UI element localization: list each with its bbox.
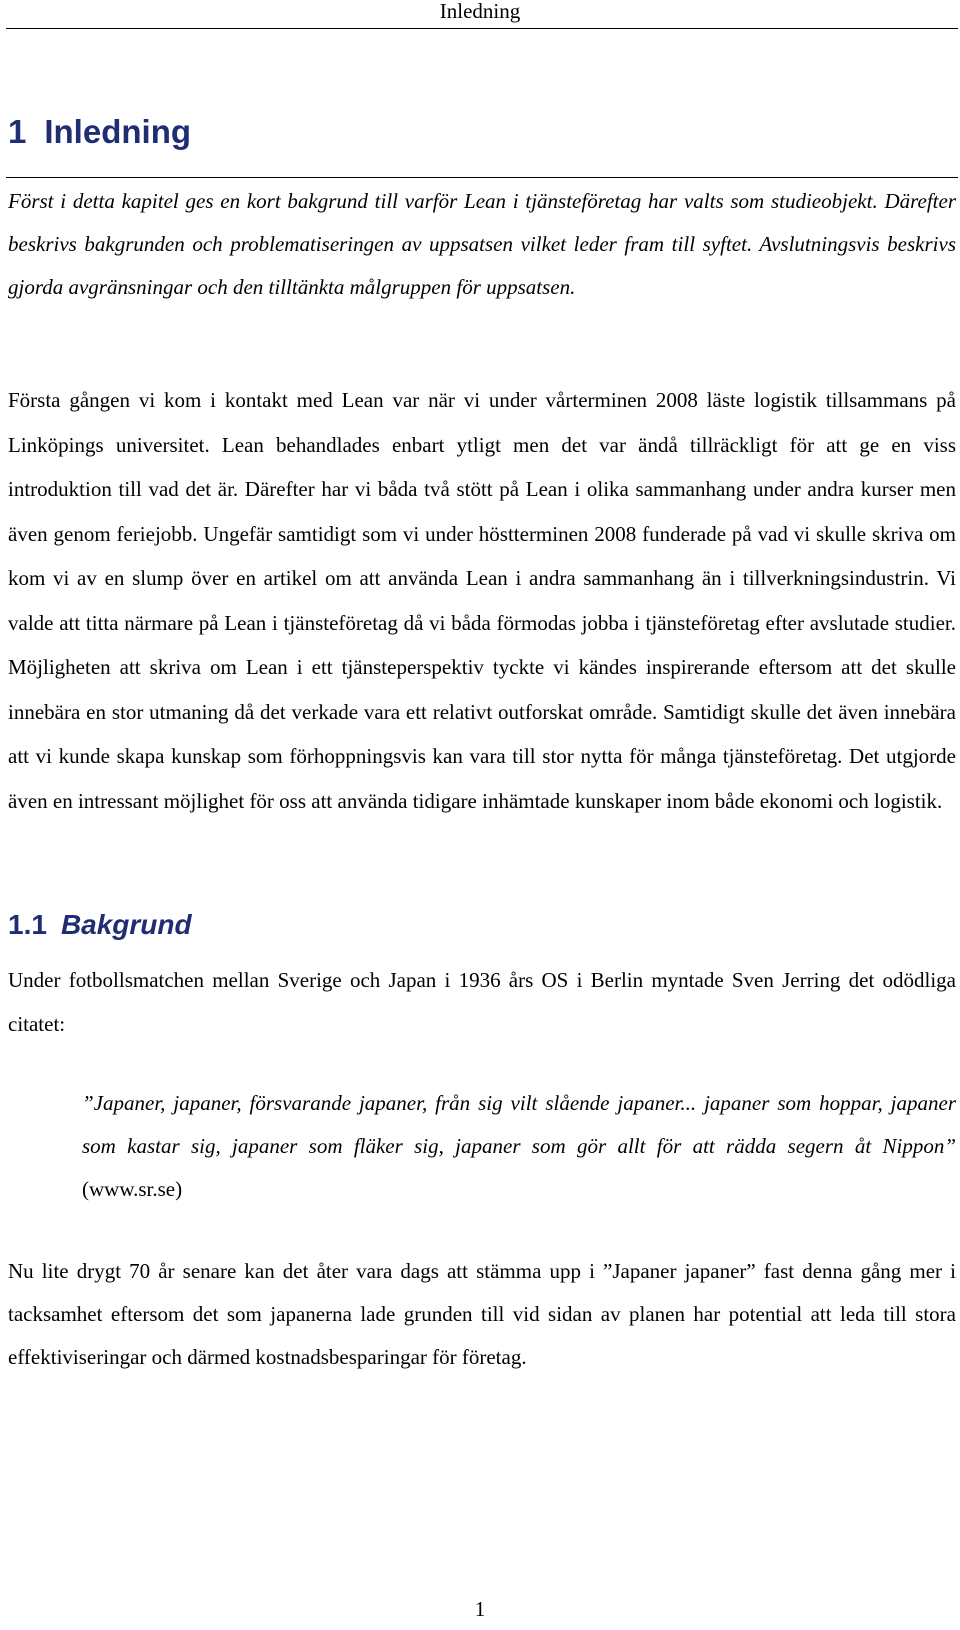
quote-text: ”Japaner, japaner, försvarande japaner, från sig vilt slående japaner... japaner som hoppar, japaner som kastar sig, japaner som fläker sig, japaner som gör allt för att rädda segern åt Nippon” [82, 1091, 956, 1158]
section-number: 1.1 [8, 909, 47, 940]
chapter-title: Inledning [44, 113, 192, 150]
section-title: Bakgrund [60, 909, 192, 940]
chapter-divider [6, 177, 958, 178]
quote-source: (www.sr.se) [82, 1177, 183, 1201]
intro-paragraph: Först i detta kapitel ges en kort bakgrund till varför Lean i tjänsteföretag har valts som studieobjekt. Därefter beskrivs bakgrunden och problematiseringen av uppsatsen vilket leder fram till syftet. Avslutningsvis beskrivs gjorda avgränsningar och den tilltänkta målgruppen för uppsatsen. [8, 189, 956, 299]
page-number: 1 [474, 1597, 486, 1621]
header-divider [6, 28, 958, 29]
body-paragraph-3: Nu lite drygt 70 år senare kan det åter vara dags att stämma upp i ”Japaner japaner” fast denna gång mer i tacksamhet eftersom det som japanerna lade grunden till vid sidan av planen har potential att leda till stora effektiviseringar och därmed kostnadsbesparingar för företag. [8, 1259, 956, 1369]
block-quote [82, 1082, 956, 1211]
chapter-number: 1 [8, 113, 27, 150]
running-header: Inledning [439, 0, 521, 23]
body-paragraph-2: Under fotbollsmatchen mellan Sverige och Japan i 1936 års OS i Berlin myntade Sven Jerring det odödliga citatet: [8, 968, 956, 1036]
chapter-heading [8, 112, 191, 152]
body-paragraph-1: Första gången vi kom i kontakt med Lean var när vi under vårterminen 2008 läste logistik tillsammans på Linköpings universitet. Lean behandlades enbart ytligt men det var ändå tillräckligt för att ge en viss introduktion till vad det är. Därefter har vi båda två stött på Lean i olika sammanhang under andra kurser men även genom feriejobb. Ungefär samtidigt som vi under höstterminen 2008 funderade på vad vi skulle skriva om kom vi av en slump över en artikel om att använda Lean i andra sammanhang än i tillverkningsindustrin. Vi valde att titta närmare på Lean i tjänsteföretag då vi båda förmodas jobba i tjänsteföretag efter avslutade studier. Möjligheten att skriva om Lean i ett tjänsteperspektiv tyckte vi kändes inspirerande eftersom att det skulle innebära en stor utmaning då det verkade vara ett relativt outforskat område. Samtidigt skulle det även innebära att vi kunde skapa kunskap som förhoppningsvis kan vara till stor nytta för många tjänsteföretag. Det utgjorde även en intressant möjlighet för oss att använda tidigare inhämtade kunskaper inom både ekonomi och logistik. [8, 388, 956, 813]
section-heading [8, 905, 192, 945]
